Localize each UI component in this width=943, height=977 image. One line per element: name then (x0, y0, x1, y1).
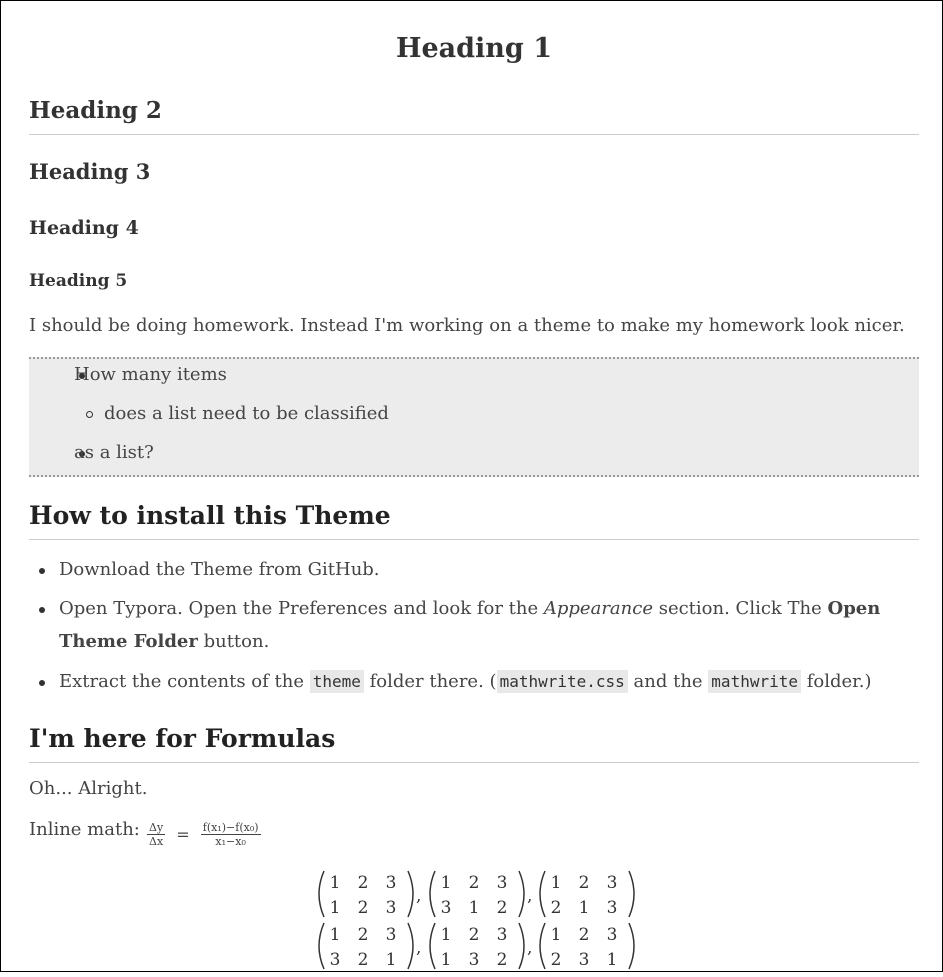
section-rule (29, 539, 919, 540)
matrix-cell: 1 (440, 950, 452, 970)
fraction-lhs: $\frac{\Delta y}{\Delta x}$ (149, 821, 164, 848)
left-paren (430, 923, 435, 969)
matrix-svg (1, 1, 943, 973)
matrix-cell: 3 (606, 925, 618, 945)
strong-open: Open (827, 598, 881, 619)
install-step-1: Download the Theme from GitHub. (59, 559, 380, 580)
section-title-formulas: I'm here for Formulas (29, 724, 336, 753)
matrix-cell: 1 (385, 950, 397, 970)
matrix-cell: 3 (385, 873, 397, 893)
matrix-cell: 3 (329, 950, 341, 970)
matrix-separator: , (527, 938, 533, 958)
matrix-separator: , (527, 886, 533, 906)
matrix-cell: 2 (357, 925, 369, 945)
right-paren (408, 923, 413, 969)
remark-paragraph: Oh... Alright. (29, 778, 148, 799)
matrix-cell: 1 (550, 873, 562, 893)
install-step-2: Open Typora. Open the Preferences and look for the Appearance section. Click The Open (59, 598, 881, 619)
sub-bullet-icon (86, 411, 93, 418)
matrix-cell: 1 (440, 873, 452, 893)
bullet-icon (39, 568, 45, 574)
matrix (540, 923, 634, 970)
matrix-cell: 1 (550, 925, 562, 945)
left-paren (430, 871, 435, 917)
matrix-cell: 1 (468, 898, 480, 918)
bullet-icon (39, 680, 45, 686)
heading-4: Heading 4 (29, 217, 139, 239)
matrix-cell: 1 (329, 898, 341, 918)
inline-math-paragraph: Inline math: (29, 819, 140, 840)
matrix (430, 871, 524, 918)
code-theme: theme (310, 670, 364, 693)
heading-1: Heading 1 (395, 33, 552, 64)
matrix (430, 923, 524, 970)
matrix (540, 871, 634, 918)
code-mathwrite-css: mathwrite.css (497, 670, 628, 693)
install-step-2-continued: Theme Folder button. (59, 631, 270, 652)
matrix-cell: 3 (385, 898, 397, 918)
matrix-separator: , (416, 938, 422, 958)
matrix-cell: 1 (606, 950, 618, 970)
right-paren (629, 871, 634, 917)
matrix-cell: 2 (357, 873, 369, 893)
matrix-cell: 2 (496, 898, 508, 918)
heading-3: Heading 3 (29, 159, 151, 184)
matrix (319, 923, 413, 970)
matrix-cell: 3 (496, 925, 508, 945)
matrix-cell: 3 (606, 873, 618, 893)
left-paren (319, 923, 324, 969)
matrix-display (1, 1, 943, 973)
matrix-cell: 2 (496, 950, 508, 970)
right-paren (519, 923, 524, 969)
heading-2-rule (29, 134, 919, 135)
bullet-icon (39, 607, 45, 613)
matrix-cell: 2 (468, 873, 480, 893)
matrix-cell: 1 (329, 925, 341, 945)
matrix-cell: 3 (578, 950, 590, 970)
matrix-cell: 3 (385, 925, 397, 945)
matrix (319, 871, 413, 918)
matrix-cell: 3 (606, 898, 618, 918)
matrix-cell: 1 (440, 925, 452, 945)
fraction-rhs: $\frac{\text{f(x₁)−f(x₀)}}{\text{x₁−x₀}}$ (202, 821, 259, 848)
list-item: How many items (74, 364, 227, 385)
matrix-separator: , (416, 886, 422, 906)
emphasis-appearance: Appearance (543, 598, 653, 619)
right-paren (519, 871, 524, 917)
matrix-cell: 3 (468, 950, 480, 970)
matrix-cell: 1 (329, 873, 341, 893)
matrix-cell: 2 (357, 898, 369, 918)
shaded-list-block (29, 357, 919, 477)
section-title-install: How to install this Theme (29, 501, 391, 530)
matrix-cell: 2 (468, 925, 480, 945)
matrix-cell: 2 (578, 925, 590, 945)
right-paren (629, 923, 634, 969)
heading-5: Heading 5 (29, 271, 128, 291)
matrix-cell: 3 (496, 873, 508, 893)
code-mathwrite: mathwrite (708, 670, 801, 693)
right-paren (408, 871, 413, 917)
matrix-cell: 2 (357, 950, 369, 970)
matrix-cell: 2 (550, 950, 562, 970)
install-step-3: Extract the contents of the theme folder there. ( mathwrite.css and the mathwrite folder.) (59, 671, 872, 692)
list-item: as a list? (74, 442, 154, 463)
heading-2: Heading 2 (29, 97, 162, 124)
matrix-cell: 1 (578, 898, 590, 918)
strong-theme-folder: Theme Folder (59, 631, 198, 652)
left-paren (540, 923, 545, 969)
section-rule (29, 762, 919, 763)
inline-math (29, 819, 140, 840)
matrix-cell: 3 (440, 898, 452, 918)
matrix-cell: 2 (578, 873, 590, 893)
matrix-cell: 2 (550, 898, 562, 918)
intro-paragraph: I should be doing homework. Instead I'm working on a theme to make my homework look nicer. (29, 315, 905, 336)
inline-math-formula: $\frac{\Delta y}{\Delta x}$ = $\frac{\text{f(x₁)−f(x₀)}}{\text{x₁−x₀}}$ (149, 821, 259, 848)
left-paren (319, 871, 324, 917)
left-paren (540, 871, 545, 917)
list-item-nested: does a list need to be classified (104, 403, 389, 424)
